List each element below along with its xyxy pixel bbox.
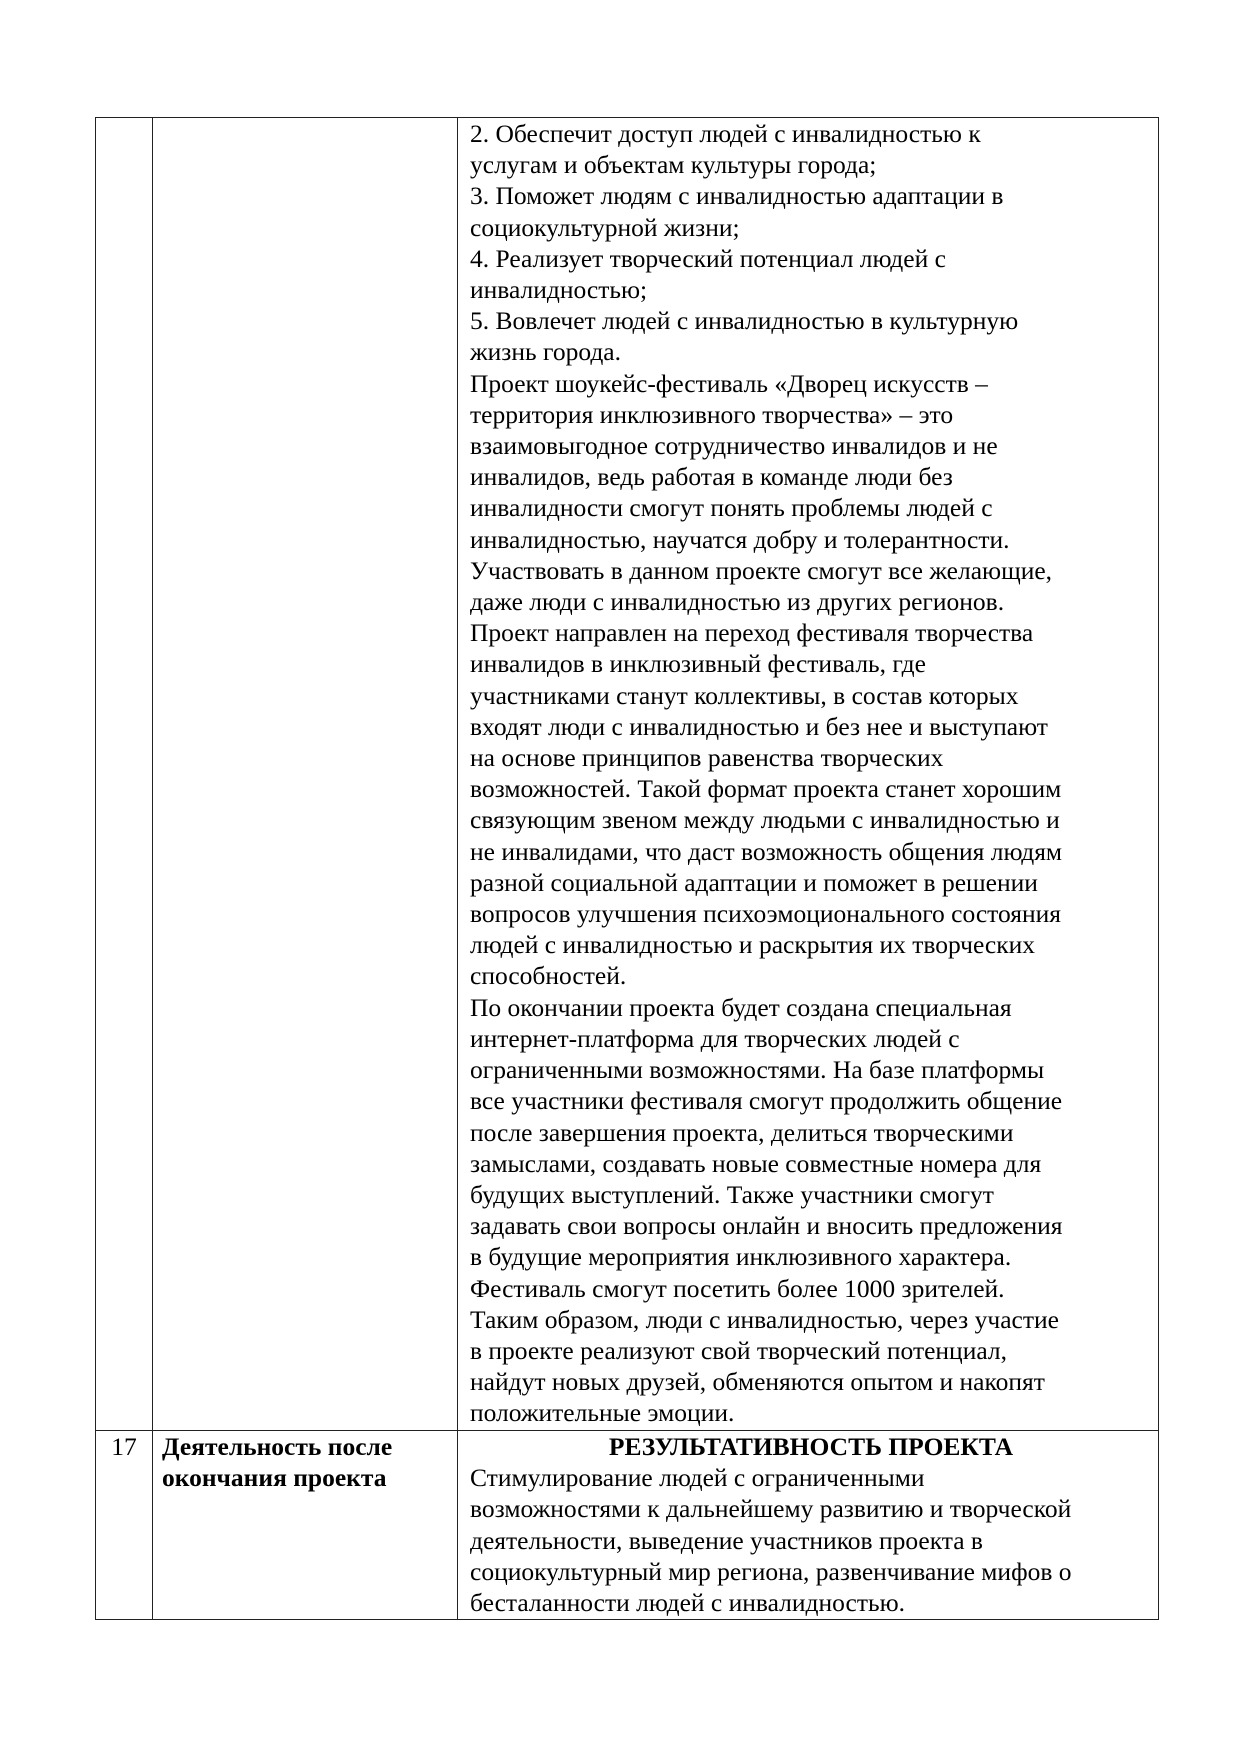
text-line: людей с инвалидностью и раскрытия их творческих xyxy=(470,930,1036,960)
text-line: Таким образом, люди с инвалидностью, через участие xyxy=(470,1304,1059,1334)
text-line: в проекте реализуют свой творческий потенциал, xyxy=(470,1335,1007,1365)
section-heading: РЕЗУЛЬТАТИВНОСТЬ ПРОЕКТА xyxy=(608,1432,1014,1461)
text-line: вопросов улучшения психоэмоционального состояния xyxy=(470,899,1061,929)
text-line: социокультурной жизни; xyxy=(470,212,740,242)
text-line: после завершения проекта, делиться творческими xyxy=(470,1117,1014,1147)
row-label-cell xyxy=(153,118,458,1431)
text-line: 4. Реализует творческий потенциал людей с xyxy=(470,243,946,273)
text-line: деятельности, выведение участников проекта в xyxy=(470,1525,983,1555)
text-line: взаимовыгодное сотрудничество инвалидов и не xyxy=(470,431,998,461)
text-line: возможностей. Такой формат проекта станет хорошим xyxy=(470,774,1062,804)
row-content-cell xyxy=(458,118,1159,1431)
text-line: задавать свои вопросы онлайн и вносить предложения xyxy=(470,1211,1063,1241)
text-line: жизнь города. xyxy=(470,337,621,367)
table-row xyxy=(96,1431,1159,1620)
text-line: 5. Вовлечет людей с инвалидностью в культурную xyxy=(470,306,1019,336)
text-line: Проект направлен на переход фестиваля творчества xyxy=(470,618,1034,648)
text-line: Участвовать в данном проекте смогут все желающие, xyxy=(470,555,1053,585)
text-line: разной социальной адаптации и поможет в решении xyxy=(470,867,1038,897)
text-line: 2. Обеспечит доступ людей с инвалидностью к xyxy=(470,119,981,148)
text-line: ограниченными возможностями. На базе платформы xyxy=(470,1055,1045,1085)
text-line: бесталанности людей с инвалидностью. xyxy=(470,1588,906,1618)
text-line: способностей. xyxy=(470,961,627,991)
text-line: входят люди с инвалидностью и без нее и выступают xyxy=(470,711,1048,741)
text-line: в будущие мероприятия инклюзивного характера. xyxy=(470,1242,1012,1272)
text-line: По окончании проекта будет создана специальная xyxy=(470,992,1012,1022)
text-line: инвалидов, ведь работая в команде люди без xyxy=(470,462,953,492)
row-label-cell xyxy=(153,1431,458,1620)
text-line: будущих выступлений. Также участники смогут xyxy=(470,1179,994,1209)
text-line: найдут новых друзей, обменяются опытом и накопят xyxy=(470,1367,1045,1397)
text-line: возможностями к дальнейшему развитию и творческой xyxy=(470,1494,1072,1524)
text-line: социокультурный мир региона, развенчивание мифов о xyxy=(470,1556,1072,1586)
text-line: замыслами, создавать новые совместные номера для xyxy=(470,1148,1042,1178)
text-line: инвалидов в инклюзивный фестиваль, где xyxy=(470,649,926,679)
text-line: связующим звеном между людьми с инвалидностью и xyxy=(470,805,1060,835)
text-line: услугам и объектам культуры города; xyxy=(470,150,877,180)
text-line: не инвалидами, что даст возможность общения людям xyxy=(470,836,1063,866)
project-table xyxy=(95,117,1159,1620)
text-line: 3. Поможет людям с инвалидностью адаптации в xyxy=(470,181,1004,211)
text-line: инвалидности смогут понять проблемы людей с xyxy=(470,493,993,523)
text-line: даже люди с инвалидностью из других регионов. xyxy=(470,587,1005,617)
text-line: территория инклюзивного творчества» – это xyxy=(470,399,954,429)
row-number-cell: 17 xyxy=(96,1431,153,1620)
text-line: все участники фестиваля смогут продолжить общение xyxy=(470,1086,1063,1116)
row-content-cell xyxy=(458,1431,1159,1620)
text-line: инвалидностью, научатся добру и толерантности. xyxy=(470,524,1010,554)
text-line: Стимулирование людей с ограниченными xyxy=(470,1463,925,1493)
text-line: участниками станут коллективы, в состав которых xyxy=(470,680,1019,710)
row-number-cell xyxy=(96,118,153,1431)
text-line: положительные эмоции. xyxy=(470,1398,735,1428)
row-label-line: Деятельность после xyxy=(162,1432,393,1461)
text-line: Фестиваль смогут посетить более 1000 зрителей. xyxy=(470,1273,1005,1303)
row-label-line: окончания проекта xyxy=(162,1463,387,1493)
text-line: Проект шоукейс-фестиваль «Дворец искусств – xyxy=(470,368,988,398)
text-line: на основе принципов равенства творческих xyxy=(470,743,944,773)
text-line: интернет-платформа для творческих людей с xyxy=(470,1023,960,1053)
text-line: инвалидностью; xyxy=(470,275,648,305)
table-row xyxy=(96,118,1159,1431)
